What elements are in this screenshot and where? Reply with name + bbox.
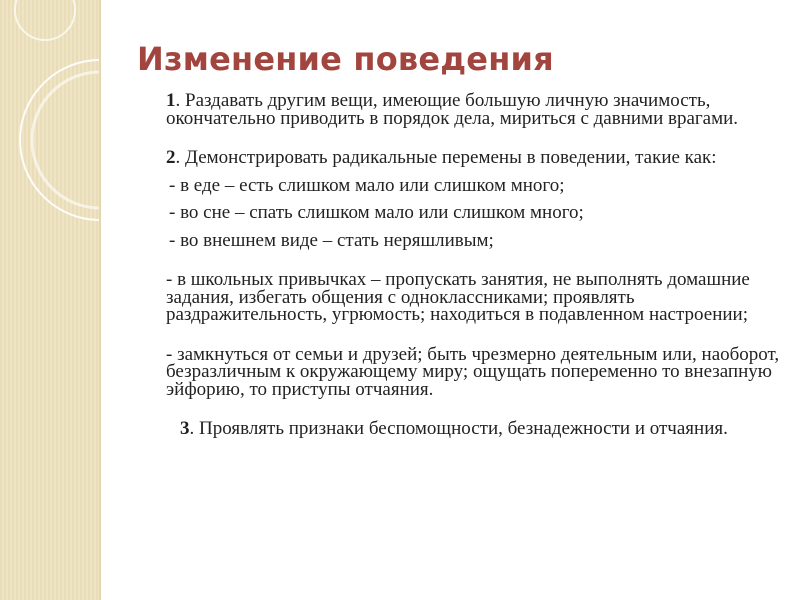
- list-item: - во сне – спать слишком мало или слишком много;: [169, 202, 584, 223]
- item-number: 2: [166, 147, 176, 168]
- slide-body: [166, 92, 786, 438]
- list-item: - во внешнем виде – стать неряшливым;: [169, 229, 494, 251]
- item-number: 1: [166, 90, 176, 111]
- list-item: - в еде – есть слишком мало или слишком много;: [169, 174, 565, 196]
- list-item: [166, 149, 786, 167]
- item-number: 3: [180, 418, 190, 439]
- list-item: - замкнуться от семьи и друзей; быть чрезмерно деятельным или, наоборот, безразличным к окружающему миру; ощущать попеременно то внезапную эйфорию, то приступы отчаяния.: [166, 343, 780, 400]
- list-item: [166, 92, 786, 127]
- item-text: . Проявлять признаки беспомощности, безнадежности и отчаяния.: [189, 418, 728, 439]
- slide-title: Изменение поведения: [137, 40, 554, 78]
- item-text: . Демонстрировать радикальные перемены в поведении, такие как:: [175, 147, 717, 168]
- list-item: - в школьных привычках – пропускать занятия, не выполнять домашние задания, избегать общения с одноклассниками; проявлять раздражительность, угрюмость; находиться в подавленном настроении;: [166, 269, 750, 325]
- sidebar-divider: [99, 0, 101, 600]
- decorative-sidebar: [0, 0, 99, 600]
- item-text: . Раздавать другим вещи, имеющие большую личную значимость, окончательно приводить в порядок дела, мириться с давними врагами.: [166, 90, 739, 129]
- list-item: [166, 420, 786, 438]
- circle-ornament-icon: [0, 0, 99, 600]
